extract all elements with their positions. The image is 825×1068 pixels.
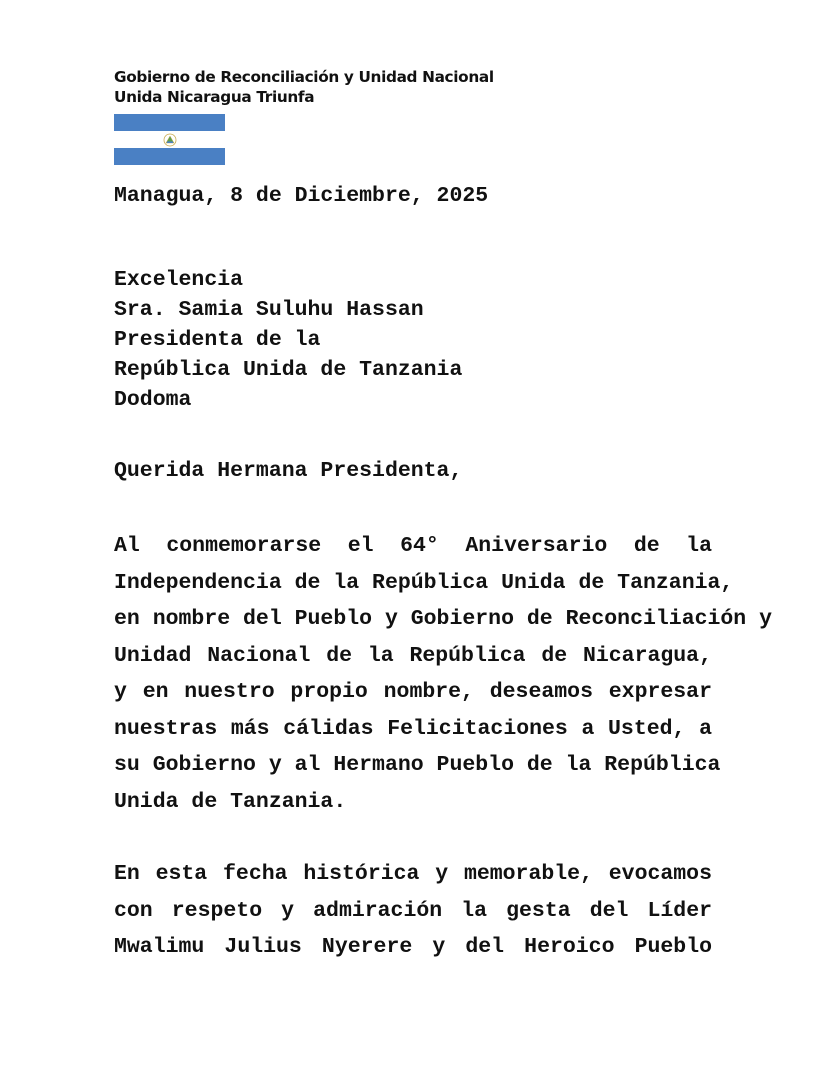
recipient-title: Presidenta de la [114,328,321,352]
coat-of-arms-icon [163,133,177,147]
paragraph-line: En esta fecha histórica y memorable, evocamos [114,862,712,886]
paragraph-line: Unidad Nacional de la República de Nicaragua, [114,643,712,668]
flag-stripe-middle [114,131,225,148]
paragraph-line: y en nuestro propio nombre, deseamos expresar [114,680,712,704]
paragraph-line: nuestras más cálidas Felicitaciones a Usted, a [114,716,712,741]
letterhead [114,67,494,107]
body-paragraph-2 [114,856,712,966]
flag-stripe-bottom [114,148,225,165]
recipient-name: Sra. Samia Suluhu Hassan [114,298,424,322]
salutation: Querida Hermana Presidenta, [114,459,463,483]
paragraph-line: Al conmemorarse el 64° Aniversario de la [114,534,712,558]
flag-stripe-top [114,114,225,131]
letterhead-slogan: Unida Nicaragua Triunfa [114,88,315,106]
paragraph-line: Mwalimu Julius Nyerere y del Heroico Pueblo [114,935,712,959]
recipient-honorific: Excelencia [114,268,244,292]
letterhead-government-name: Gobierno de Reconciliación y Unidad Nacional [114,68,494,86]
paragraph-line: en nombre del Pueblo y Gobierno de Reconciliación y [114,607,773,631]
recipient-country: República Unida de Tanzania [114,358,463,382]
recipient-city: Dodoma [114,388,192,412]
paragraph-line: Independencia de la República Unida de Tanzania, [114,570,734,595]
letter-date: Managua, 8 de Diciembre, 2025 [114,184,489,208]
paragraph-line: Unida de Tanzania. [114,789,347,814]
body-paragraph-1 [114,528,773,820]
recipient-block [114,265,462,415]
nicaragua-flag-icon [114,114,225,165]
paragraph-line: su Gobierno y al Hermano Pueblo de la República [114,753,721,777]
paragraph-line: con respeto y admiración la gesta del Líder [114,898,712,923]
